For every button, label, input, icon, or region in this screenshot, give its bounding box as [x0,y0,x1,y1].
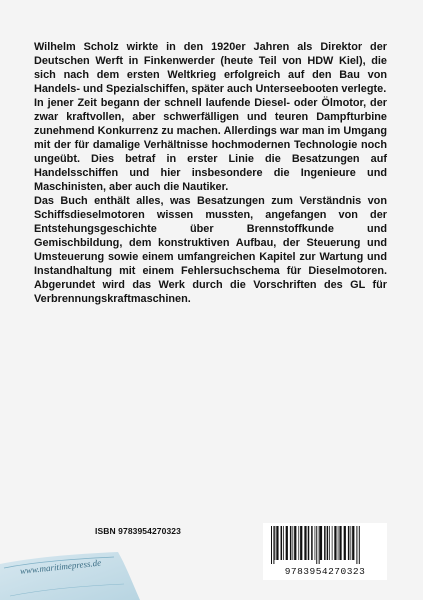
blurb-paragraph: Das Buch enthält alles, was Besatzungen zum Verständnis von Schiffsdieselmotoren wissen mussten, angefangen von der Entstehungsgeschichte über Brennstoffkunde und Gemischbildung, dem konstruktiven Aufbau, der Steuerung und Umsteuerung sowie einem umfangreichen Kapitel zur Wartung und Instandhaltung mit einem Fehlersuchschema für Dieselmotoren. Abgerundet wird das Werk durch die Vorschriften des GL für Verbrennungskraftmaschinen. [34,195,387,305]
isbn-barcode [263,523,387,580]
blurb-paragraph: In jener Zeit begann der schnell laufende Diesel- oder Ölmotor, der zwar kraftvollen, aber schwerfälligen und teuren Dampfturbine zunehmend Konkurrenz zu machen. Allerdings war man im Umgang mit der für damalige Verhältnisse hochmodernen Technologie noch ungeübt. Dies betraf in erster Linie die Besatzungen auf Handelsschiffen und hier insbesondere die Ingenieure und Maschinisten, aber auch die Nautiker. [34,97,387,193]
back-cover-blurb [34,40,387,306]
barcode-digits: 9783954270323 [284,566,366,577]
barcode-icon [269,526,381,564]
publisher-url: www.maritimepress.de [19,557,102,576]
isbn-label: ISBN 9783954270323 [95,526,181,536]
blurb-paragraph: Wilhelm Scholz wirkte in den 1920er Jahren als Direktor der Deutschen Werft in Finkenwerder (heute Teil von HDW Kiel), die sich nach dem ersten Weltkrieg erfolgreich auf den Bau von Handels- und Spezialschiffen, später auch Unterseebooten verlegte. [34,41,387,95]
